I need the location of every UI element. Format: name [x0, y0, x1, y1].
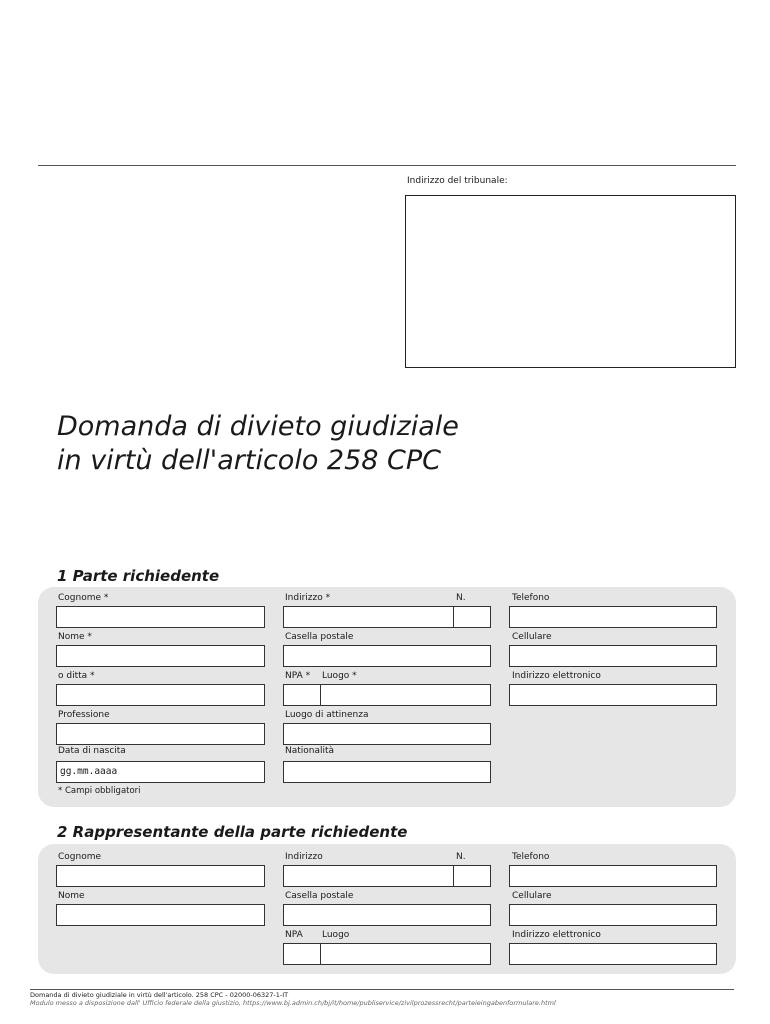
professione-field[interactable]: [56, 723, 265, 745]
label-indirizzo: Indirizzo *: [285, 593, 331, 603]
label-cellulare: Cellulare: [512, 632, 552, 642]
rep-label-cellulare: Cellulare: [512, 891, 552, 901]
email-field[interactable]: [509, 684, 717, 706]
label-luogo-attinenza: Luogo di attinenza: [285, 710, 369, 720]
rep-casella-postale-field[interactable]: [283, 904, 491, 926]
label-nome: Nome *: [58, 632, 92, 642]
label-numero: N.: [456, 593, 466, 603]
rep-label-nome: Nome: [58, 891, 85, 901]
court-address-label: Indirizzo del tribunale:: [407, 176, 508, 186]
rep-label-email: Indirizzo elettronico: [512, 930, 601, 940]
casella-postale-field[interactable]: [283, 645, 491, 667]
rep-numero-field[interactable]: [453, 865, 491, 887]
cellulare-field[interactable]: [509, 645, 717, 667]
rep-label-npa: NPA: [285, 930, 303, 940]
rep-npa-field[interactable]: [283, 943, 321, 965]
required-fields-note: * Campi obbligatori: [58, 786, 141, 796]
rep-luogo-field[interactable]: [320, 943, 491, 965]
label-email: Indirizzo elettronico: [512, 671, 601, 681]
label-casella-postale: Casella postale: [285, 632, 354, 642]
cognome-field[interactable]: [56, 606, 265, 628]
rep-label-indirizzo: Indirizzo: [285, 852, 323, 862]
telefono-field[interactable]: [509, 606, 717, 628]
indirizzo-field[interactable]: [283, 606, 454, 628]
numero-field[interactable]: [453, 606, 491, 628]
ditta-field[interactable]: [56, 684, 265, 706]
data-nascita-field[interactable]: gg.mm.aaaa: [56, 761, 265, 783]
footer-source-note: Modulo messo a disposizione dall' Ufficio federale della giustizio, https://www.bj.admin.ch/bj/it/home/publiservice/zivilprozessrecht/parteieingabenformulare.html: [30, 999, 556, 1007]
label-luogo: Luogo *: [322, 671, 357, 681]
court-address-field[interactable]: [405, 195, 736, 368]
label-telefono: Telefono: [512, 593, 550, 603]
document-title: [57, 410, 459, 478]
rep-label-casella-postale: Casella postale: [285, 891, 354, 901]
section-1-heading: 1 Parte richiedente: [57, 567, 220, 585]
footer-form-reference: Domanda di divieto giudiziale in virtù dell'articolo. 258 CPC - 02000-06327-1-IT: [30, 991, 289, 999]
luogo-attinenza-field[interactable]: [283, 723, 491, 745]
label-ditta: o ditta *: [58, 671, 95, 681]
nazionalita-field[interactable]: [283, 761, 491, 783]
label-data-nascita: Data di nascita: [58, 746, 126, 756]
rep-label-numero: N.: [456, 852, 466, 862]
rep-cellulare-field[interactable]: [509, 904, 717, 926]
label-cognome: Cognome *: [58, 593, 109, 603]
rep-label-telefono: Telefono: [512, 852, 550, 862]
label-npa: NPA *: [285, 671, 311, 681]
document-title-line1: Domanda di divieto giudiziale: [57, 411, 459, 442]
luogo-field[interactable]: [320, 684, 491, 706]
label-professione: Professione: [58, 710, 110, 720]
rep-label-luogo: Luogo: [322, 930, 350, 940]
rep-email-field[interactable]: [509, 943, 717, 965]
rep-cognome-field[interactable]: [56, 865, 265, 887]
document-title-line2: in virtù dell'articolo 258 CPC: [57, 445, 442, 476]
footer-divider: [30, 989, 734, 990]
rep-label-cognome: Cognome: [58, 852, 102, 862]
section-2-heading: 2 Rappresentante della parte richiedente: [57, 823, 408, 841]
npa-field[interactable]: [283, 684, 321, 706]
top-divider: [38, 165, 736, 166]
rep-nome-field[interactable]: [56, 904, 265, 926]
rep-telefono-field[interactable]: [509, 865, 717, 887]
label-nazionalita: Nationalità: [285, 746, 335, 756]
rep-indirizzo-field[interactable]: [283, 865, 454, 887]
nome-field[interactable]: [56, 645, 265, 667]
